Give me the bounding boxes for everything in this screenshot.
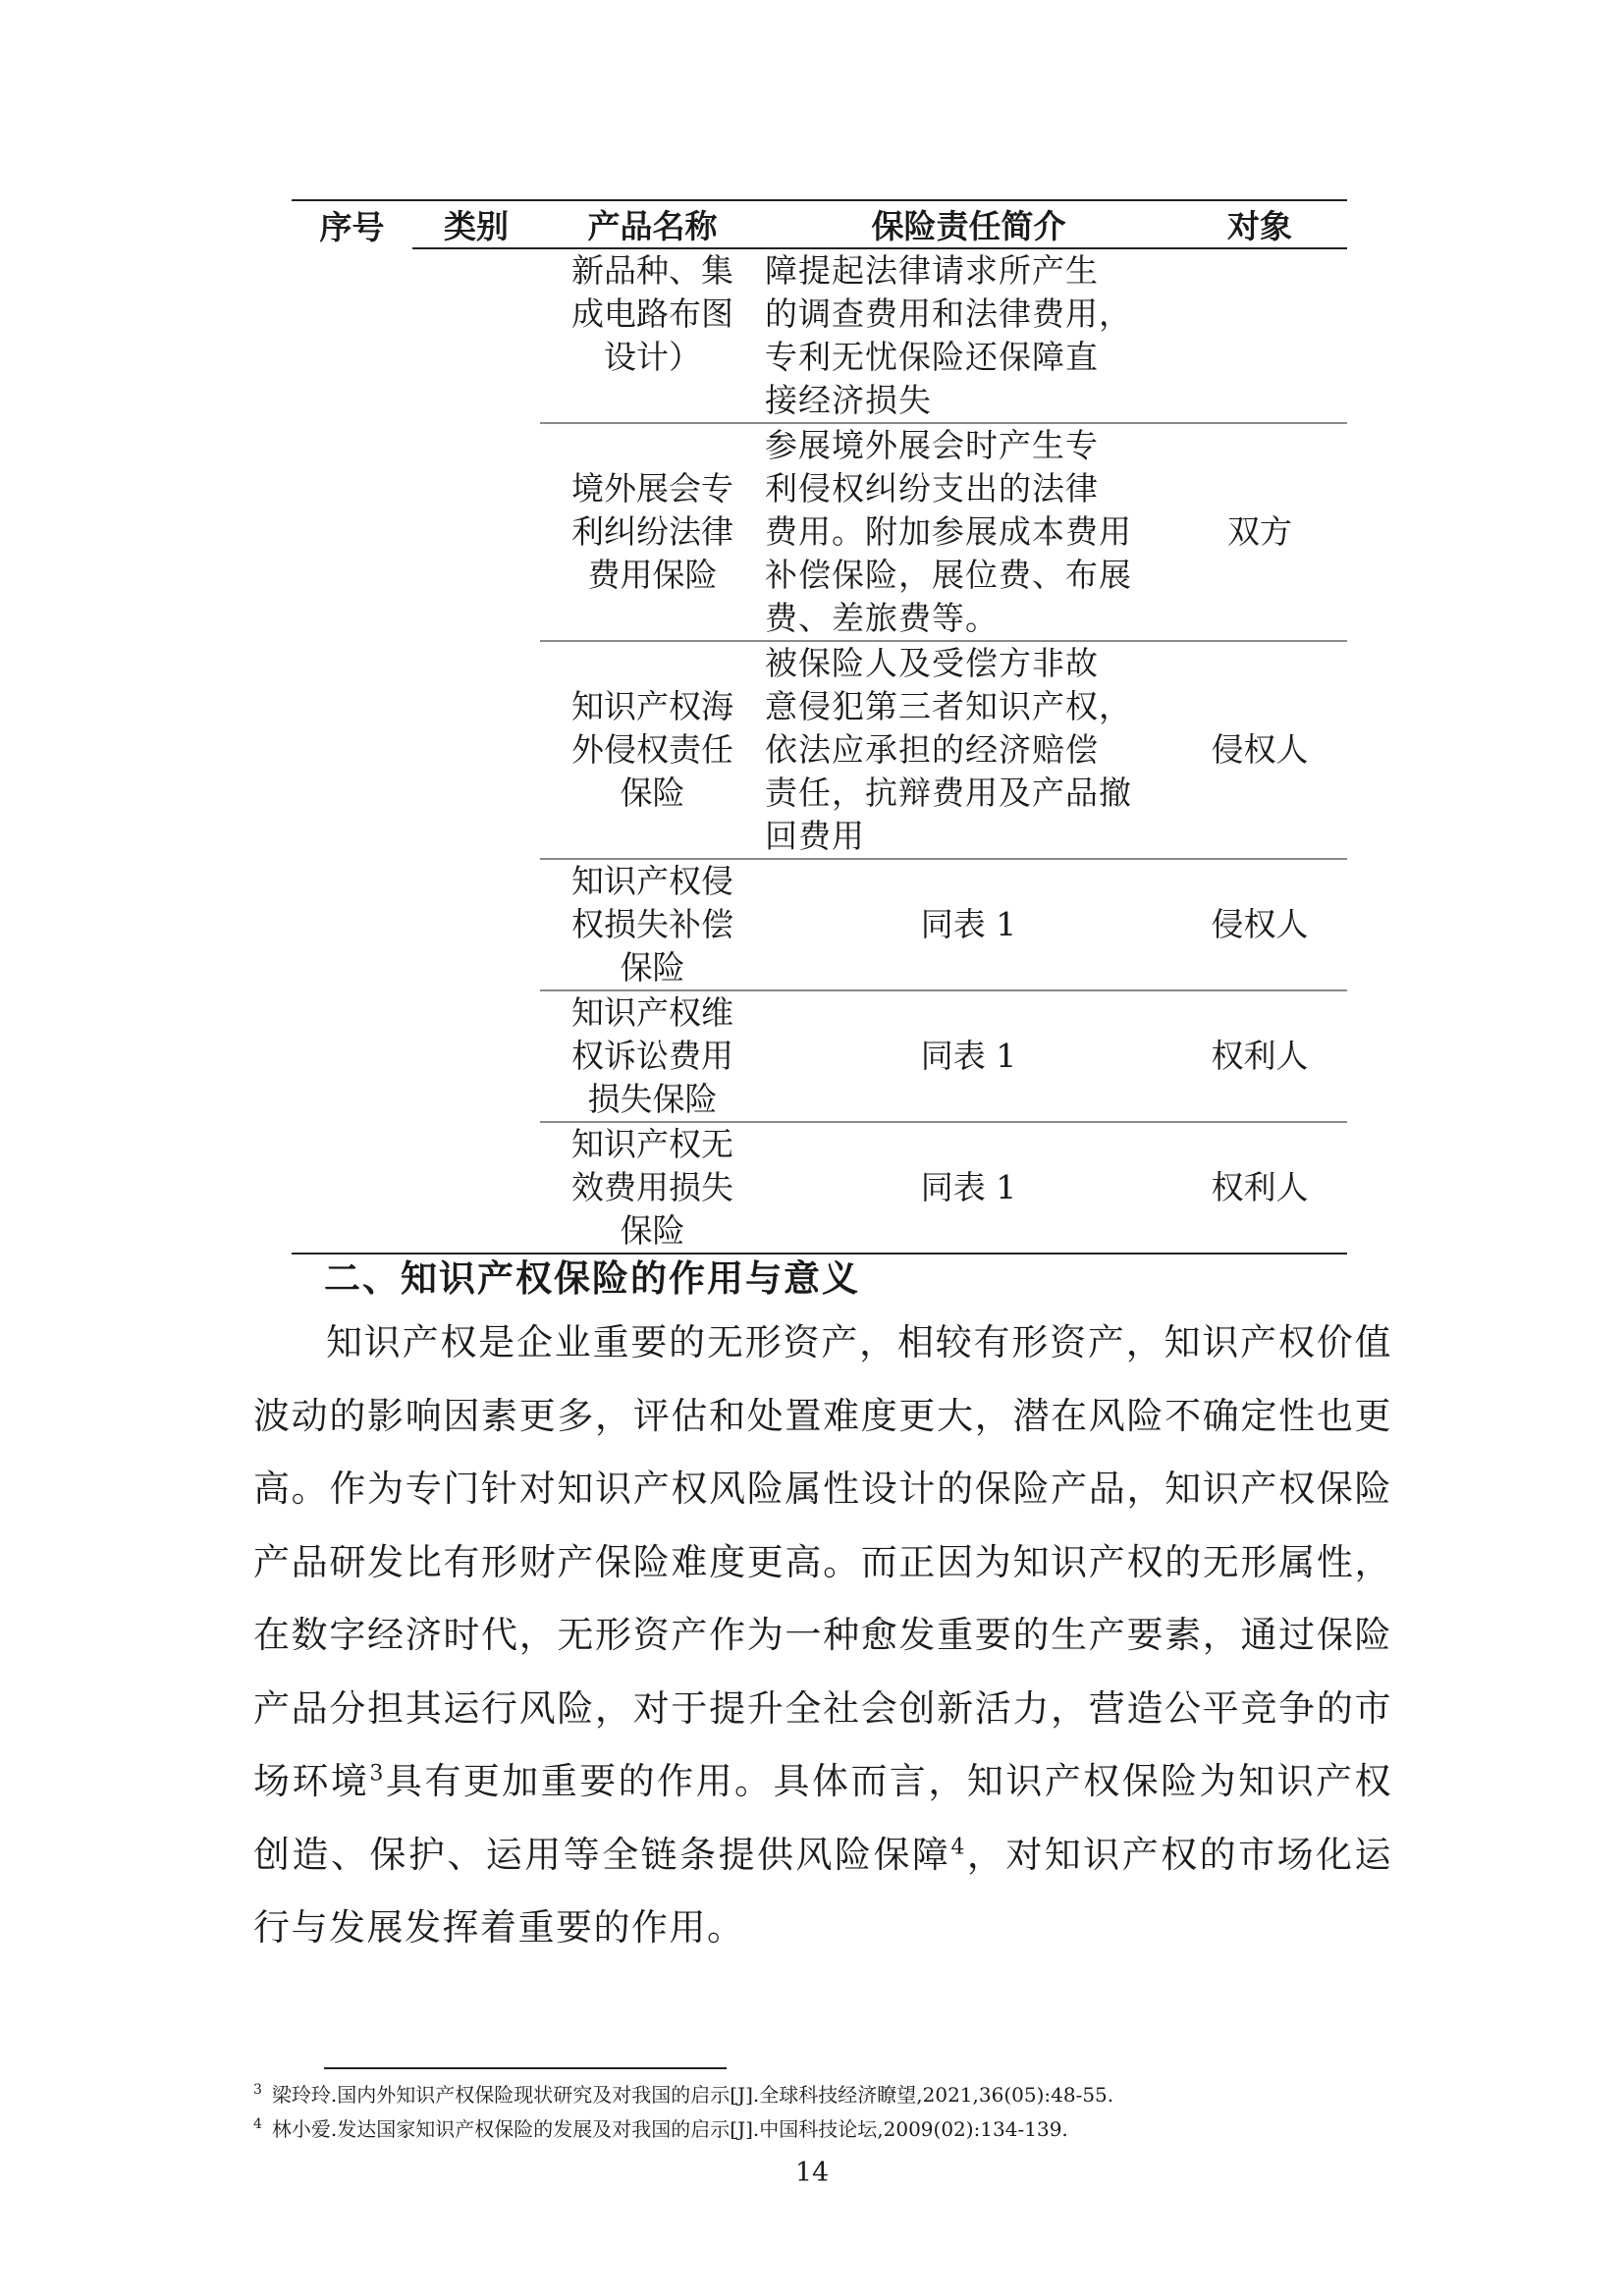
cell-coverage — [765, 248, 1172, 423]
text-line: 效费用损失 — [571, 1168, 733, 1206]
text-line: 被保险人及受偿方非故 — [765, 644, 1099, 682]
footnote-text: 林小爱.发达国家知识产权保险的发展及对我国的启示[J].中国科技论坛,2009(02):134-139. — [271, 2117, 1068, 2141]
text-line: 保险 — [620, 774, 685, 812]
paragraph-text: ，对知识产权的市场化运行与发展发挥着重要的作用。 — [253, 1833, 1393, 1949]
cell-product-name — [540, 990, 765, 1122]
cell-serial — [292, 423, 412, 641]
text-line: 知识产权无 — [571, 1125, 733, 1163]
footnote-ref[interactable]: 3 — [369, 1761, 385, 1787]
coverage-text: 同表 1 — [920, 905, 1017, 943]
product-name-text — [552, 685, 753, 815]
text-line: 新品种、集 — [571, 251, 733, 290]
text-line: 意侵犯第三者知识产权， — [765, 687, 1132, 725]
coverage-text: 同表 1 — [920, 1168, 1017, 1206]
table-row — [292, 641, 1347, 859]
cell-coverage — [765, 641, 1172, 859]
cell-coverage — [765, 423, 1172, 641]
product-name-text — [552, 860, 753, 989]
page-number: 14 — [794, 2158, 830, 2188]
header-coverage-summary: 保险责任简介 — [765, 200, 1172, 248]
product-name-text — [552, 249, 753, 422]
table-row — [292, 990, 1347, 1122]
text-line: 设计） — [604, 338, 701, 376]
header-serial: 序号 — [292, 200, 412, 248]
paragraph-text: 具有更加重要的作用。具体而言，知识产权保险为知识产权创造、保护、运用等全链条提供风险保障 — [253, 1760, 1393, 1876]
cell-serial — [292, 248, 412, 423]
cell-product-name — [540, 423, 765, 641]
footnote-divider — [324, 2067, 727, 2069]
cell-product-name — [540, 859, 765, 990]
table-row — [292, 1122, 1347, 1254]
text-line: 费用保险 — [587, 556, 718, 594]
cell-product-name — [540, 1122, 765, 1254]
cell-target: 侵权人 — [1172, 641, 1347, 859]
product-name-text — [552, 1123, 753, 1253]
footnote-text: 梁玲玲.国内外知识产权保险现状研究及对我国的启示[J].全球科技经济瞭望,2021,36(05):48-55. — [271, 2083, 1114, 2107]
cell-serial — [292, 1122, 412, 1254]
cell-category — [412, 248, 540, 423]
table-row — [292, 859, 1347, 990]
table-row — [292, 423, 1347, 641]
text-line: 保险 — [620, 1211, 685, 1250]
text-line: 补偿保险，展位费、布展 — [765, 556, 1132, 594]
text-line: 知识产权海 — [571, 687, 733, 725]
cell-coverage — [765, 1122, 1172, 1254]
cell-target — [1172, 248, 1347, 423]
header-product-name: 产品名称 — [540, 200, 765, 248]
cell-category — [412, 423, 540, 641]
cell-serial — [292, 641, 412, 859]
cell-category — [412, 990, 540, 1122]
footnote-number: 4 — [253, 2116, 262, 2133]
text-line: 利侵权纠纷支出的法律 — [765, 469, 1099, 507]
coverage-text — [765, 249, 1140, 422]
product-name-text — [552, 991, 753, 1121]
text-line: 专利无忧保险还保障直 — [765, 338, 1099, 376]
text-line: 损失保险 — [587, 1080, 718, 1118]
text-line: 知识产权维 — [571, 993, 733, 1032]
cell-target: 权利人 — [1172, 1122, 1347, 1254]
cell-target: 双方 — [1172, 423, 1347, 641]
text-line: 外侵权责任 — [571, 730, 733, 769]
text-line: 成电路布图 — [571, 294, 733, 333]
text-line: 的调查费用和法律费用， — [765, 294, 1132, 333]
cell-category — [412, 1122, 540, 1254]
text-line: 费、差旅费等。 — [765, 599, 999, 637]
text-line: 障提起法律请求所产生 — [765, 251, 1099, 290]
footnote-number: 3 — [253, 2082, 262, 2099]
table-header-row — [292, 200, 1347, 248]
paragraph-text: 知识产权是企业重要的无形资产，相较有形资产，知识产权价值波动的影响因素更多，评估和处置难度更大，潜在风险不确定性也更高。作为专门针对知识产权风险属性设计的保险产品，知识产权保险产品研发比有形财产保险难度更高。而正因为知识产权的无形属性，在数字经济时代，无形资产作为一种愈发重要的生产要素，通过保险产品分担其运行风险，对于提升全社会创新活力，营造公平竞争的市场环境 — [253, 1321, 1392, 1802]
header-target: 对象 — [1172, 200, 1347, 248]
paragraph — [253, 1307, 1392, 1965]
coverage-text — [765, 424, 1140, 640]
cell-category — [412, 859, 540, 990]
cell-coverage — [765, 990, 1172, 1122]
text-line: 利纠纷法律 — [571, 512, 733, 551]
cell-product-name — [540, 641, 765, 859]
text-line: 权诉讼费用 — [571, 1037, 733, 1075]
table-row — [292, 248, 1347, 423]
coverage-text: 同表 1 — [920, 1037, 1017, 1075]
cell-target: 权利人 — [1172, 990, 1347, 1122]
section-heading: 二、知识产权保险的作用与意义 — [324, 1257, 860, 1300]
text-line: 知识产权侵 — [571, 862, 733, 900]
body-text — [253, 1307, 1392, 1965]
cell-product-name — [540, 248, 765, 423]
text-line: 保险 — [620, 948, 685, 987]
text-line: 接经济损失 — [765, 381, 932, 419]
text-line: 参展境外展会时产生专 — [765, 426, 1099, 464]
text-line: 权损失补偿 — [571, 905, 733, 943]
cell-target: 侵权人 — [1172, 859, 1347, 990]
cell-category — [412, 641, 540, 859]
product-name-text — [552, 467, 753, 597]
coverage-text — [765, 642, 1140, 858]
cell-coverage — [765, 859, 1172, 990]
insurance-products-table — [292, 199, 1347, 1255]
cell-serial — [292, 859, 412, 990]
footnote — [253, 2113, 1068, 2142]
text-line: 费用。附加参展成本费用 — [765, 512, 1132, 551]
text-line: 回费用 — [765, 817, 865, 855]
header-category: 类别 — [412, 200, 540, 248]
text-line: 责任，抗辩费用及产品撤 — [765, 774, 1132, 812]
text-line: 境外展会专 — [571, 469, 733, 507]
footnote — [253, 2079, 1113, 2108]
footnote-ref[interactable]: 4 — [950, 1835, 966, 1860]
cell-serial — [292, 990, 412, 1122]
text-line: 依法应承担的经济赔偿 — [765, 730, 1099, 769]
